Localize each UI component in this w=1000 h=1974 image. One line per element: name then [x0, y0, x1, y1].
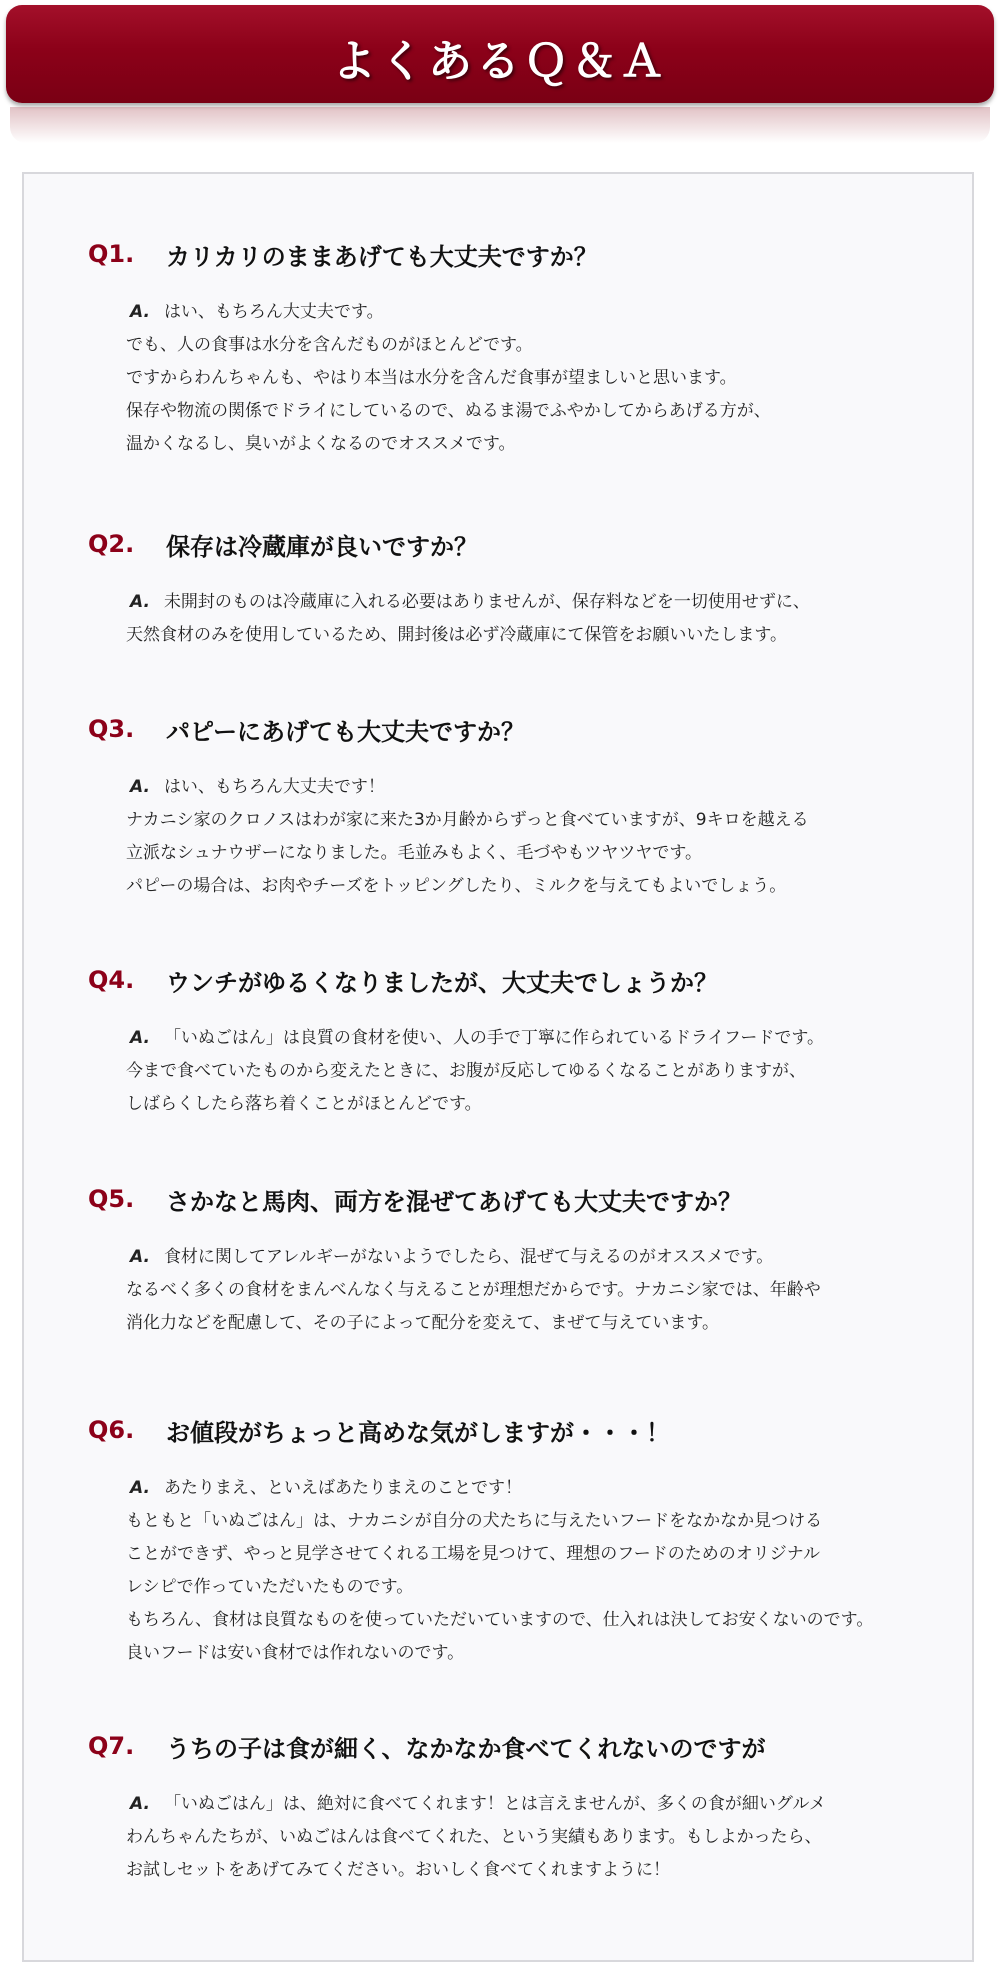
answer-line: A. はい、もちろん大丈夫です。	[130, 302, 384, 322]
answer-line: パピーの場合は、お肉やチーズをトッピングしたり、ミルクを与えてもよいでしょう。	[126, 876, 787, 896]
question-text: パピーにあげても大丈夫ですか？	[166, 717, 526, 746]
answer-line: 立派なシュナウザーになりました。毛並みもよく、毛づやもツヤツヤです。	[126, 843, 702, 863]
answer-line: もちろん、食材は良質なものを使っていただいていますので、仕入れは決してお安くないのです。	[126, 1610, 874, 1630]
answer-line: A. あたりまえ、といえばあたりまえのことです！	[130, 1478, 522, 1498]
answer-line: 天然食材のみを使用しているため、開封後は必ず冷蔵庫にて保管をお願いいたします。	[126, 625, 787, 645]
question-text: さかなと馬肉、両方を混ぜてあげても大丈夫ですか？	[166, 1187, 742, 1216]
question-number: Q7.	[88, 1732, 135, 1760]
answer-mark: A.	[130, 1247, 150, 1267]
question-number: Q2.	[88, 530, 135, 558]
page-title: よくあるＱ＆Ａ	[332, 36, 668, 87]
answer-line: 今まで食べていたものから変えたときに、お腹が反応してゆるくなることがありますが、	[126, 1061, 806, 1081]
banner-reflection	[10, 107, 990, 143]
faq-panel	[22, 172, 974, 1962]
answer-line: お試しセットをあげてみてください。おいしく食べてくれますように！	[126, 1860, 670, 1880]
question-text: 保存は冷蔵庫が良いですか？	[166, 532, 478, 561]
answer-mark: A.	[130, 302, 150, 322]
question-number: Q6.	[88, 1416, 135, 1444]
question-number: Q1.	[88, 240, 135, 268]
answer-line: A. 「いぬごはん」は良質の食材を使い、人の手で丁寧に作られているドライフードです。	[130, 1028, 825, 1048]
answer-line: A. 食材に関してアレルギーがないようでしたら、混ぜて与えるのがオススメです。	[130, 1247, 774, 1267]
answer-block	[126, 771, 809, 903]
answer-mark: A.	[130, 777, 150, 797]
question-row	[88, 960, 718, 1000]
answer-block	[126, 1022, 824, 1121]
answer-block	[126, 1788, 826, 1887]
question-row	[88, 1726, 766, 1766]
answer-line: しばらくしたら落ち着くことがほとんどです。	[126, 1094, 482, 1114]
answer-line: でも、人の食事は水分を含んだものがほとんどです。	[126, 335, 533, 355]
answer-mark: A.	[130, 592, 150, 612]
answer-block	[126, 1472, 873, 1670]
question-row	[88, 1410, 670, 1450]
question-row	[88, 709, 525, 749]
answer-mark: A.	[130, 1794, 150, 1814]
question-text: カリカリのままあげても大丈夫ですか？	[166, 242, 598, 271]
answer-block	[126, 1241, 821, 1340]
answer-block	[126, 586, 810, 652]
answer-line: わんちゃんたちが、いぬごはんは食べてくれた、という実績もあります。もしよかったら、	[126, 1827, 822, 1847]
question-text: うちの子は食が細く、なかなか食べてくれないのですが	[166, 1734, 766, 1763]
answer-block	[126, 296, 771, 461]
answer-mark: A.	[130, 1028, 150, 1048]
page-header-banner	[6, 5, 994, 103]
answer-line: A. 未開封のものは冷蔵庫に入れる必要はありませんが、保存料などを一切使用せずに、	[130, 592, 810, 612]
question-row	[88, 1179, 742, 1219]
answer-line: なるべく多くの食材をまんべんなく与えることが理想だからです。ナカニシ家では、年齢や	[126, 1280, 821, 1300]
answer-line: レシピで作っていただいたものです。	[126, 1577, 414, 1597]
answer-line: A. はい、もちろん大丈夫です！	[130, 777, 385, 797]
answer-line: ことができず、やっと見学させてくれる工場を見つけて、理想のフードのためのオリジナル	[126, 1544, 820, 1564]
question-text: ウンチがゆるくなりましたが、大丈夫でしょうか？	[166, 968, 718, 997]
question-number: Q5.	[88, 1185, 135, 1213]
answer-line: もともと「いぬごはん」は、ナカニシが自分の犬たちに与えたいフードをなかなか見つける	[126, 1511, 823, 1531]
answer-line: ナカニシ家のクロノスはわが家に来た3か月齢からずっと食べていますが、9キロを越える	[126, 810, 809, 830]
question-number: Q3.	[88, 715, 135, 743]
answer-line: ですからわんちゃんも、やはり本当は水分を含んだ食事が望ましいと思います。	[126, 368, 737, 388]
question-number: Q4.	[88, 966, 135, 994]
answer-line: 消化力などを配慮して、その子によって配分を変えて、まぜて与えています。	[126, 1313, 719, 1333]
question-row	[88, 524, 478, 564]
question-text: お値段がちょっと高めな気がしますが・・・！	[166, 1418, 670, 1447]
answer-line: 保存や物流の関係でドライにしているので、ぬるま湯でふやかしてからあげる方が、	[126, 401, 771, 421]
answer-mark: A.	[130, 1478, 150, 1498]
answer-line: 良いフードは安い食材では作れないのです。	[126, 1643, 465, 1663]
question-row	[88, 234, 598, 274]
answer-line: 温かくなるし、臭いがよくなるのでオススメです。	[126, 434, 516, 454]
answer-line: A. 「いぬごはん」は、絶対に食べてくれます！とは言えませんが、多くの食が細いグルメ	[130, 1794, 826, 1814]
